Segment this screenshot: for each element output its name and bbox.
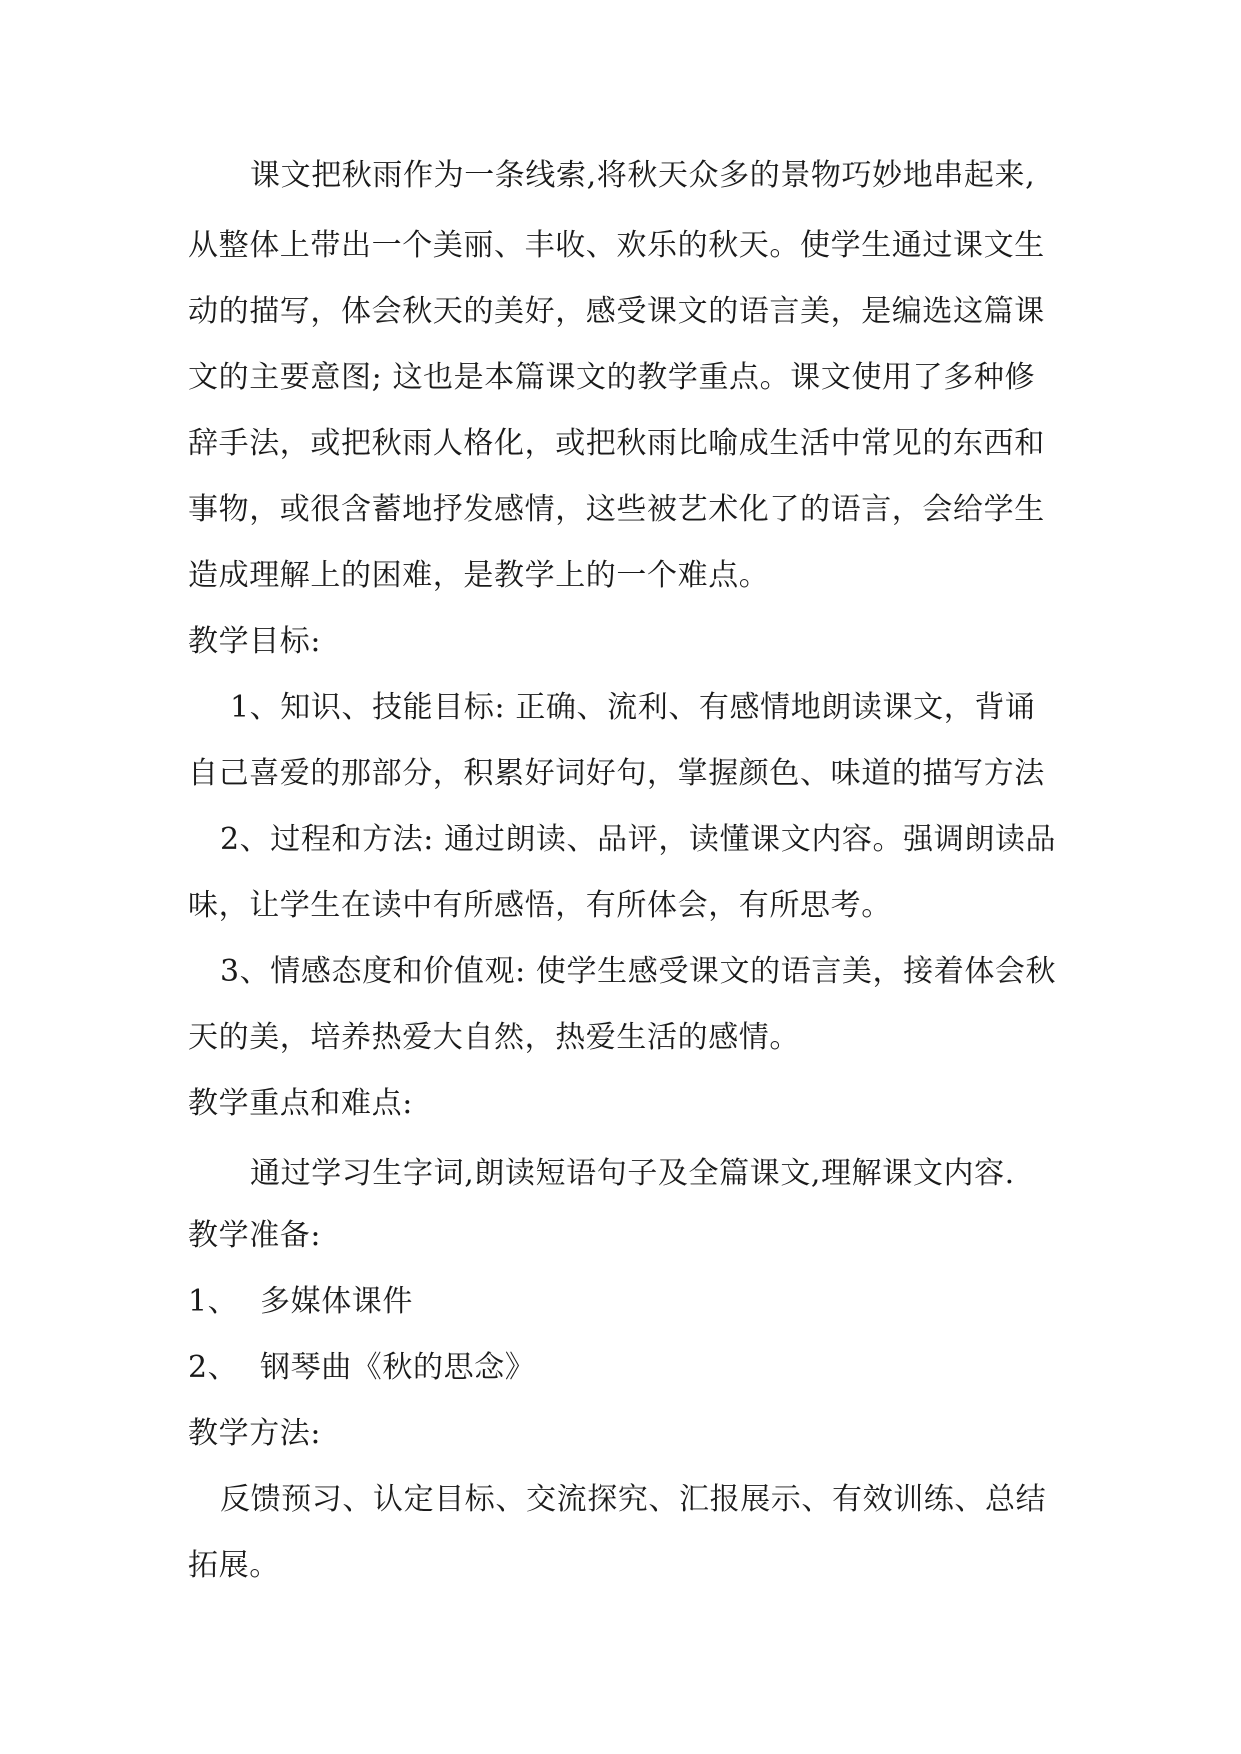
preparation-heading: 教学准备: xyxy=(188,1218,322,1253)
methods-line: 拓展。 xyxy=(188,1548,280,1583)
preparation-item xyxy=(188,1282,1068,1322)
intro-line: 造成理解上的困难，是教学上的一个难点。 xyxy=(188,558,770,593)
objectives-heading: 教学目标: xyxy=(188,624,322,659)
objective-line: 3、情感态度和价值观: 使学生感受课文的语言美，接着体会秋 xyxy=(220,954,1057,989)
objective-line: 自己喜爱的那部分，积累好词好句，掌握颜色、味道的描写方法 xyxy=(188,756,1045,791)
intro-line: 动的描写，体会秋天的美好，感受课文的语言美，是编选这篇课 xyxy=(188,294,1045,329)
intro-line: 事物，或很含蓄地抒发感情，这些被艺术化了的语言，会给学生 xyxy=(188,492,1045,527)
objective-line: 天的美，培养热爱大自然，热爱生活的感情。 xyxy=(188,1020,800,1055)
objective-line: 2、过程和方法: 通过朗读、品评，读懂课文内容。强调朗读品 xyxy=(220,822,1057,857)
key-points-heading: 教学重点和难点: xyxy=(188,1086,413,1121)
objective-line: 味，让学生在读中有所感悟，有所体会，有所思考。 xyxy=(188,888,892,923)
preparation-item xyxy=(188,1348,1068,1388)
preparation-item-text: 多媒体课件 xyxy=(260,1284,413,1319)
intro-line: 从整体上带出一个美丽、丰收、欢乐的秋天。使学生通过课文生 xyxy=(188,228,1045,263)
intro-line: 文的主要意图; 这也是本篇课文的教学重点。课文使用了多种修 xyxy=(188,360,1036,395)
intro-line: 辞手法，或把秋雨人格化，或把秋雨比喻成生活中常见的东西和 xyxy=(188,426,1045,461)
preparation-item-text: 钢琴曲《秋的思念》 xyxy=(260,1350,536,1385)
objective-line: 1、知识、技能目标: 正确、流利、有感情地朗读课文，背诵 xyxy=(230,690,1036,725)
preparation-item-number: 1、 xyxy=(188,1284,239,1319)
intro-line: 课文把秋雨作为一条线索,将秋天众多的景物巧妙地串起来, xyxy=(250,158,1036,193)
methods-line: 反馈预习、认定目标、交流探究、汇报展示、有效训练、总结 xyxy=(220,1482,1047,1517)
key-points-text: 通过学习生字词,朗读短语句子及全篇课文,理解课文内容. xyxy=(250,1156,1015,1191)
preparation-item-number: 2、 xyxy=(188,1350,239,1385)
methods-heading: 教学方法: xyxy=(188,1416,322,1451)
